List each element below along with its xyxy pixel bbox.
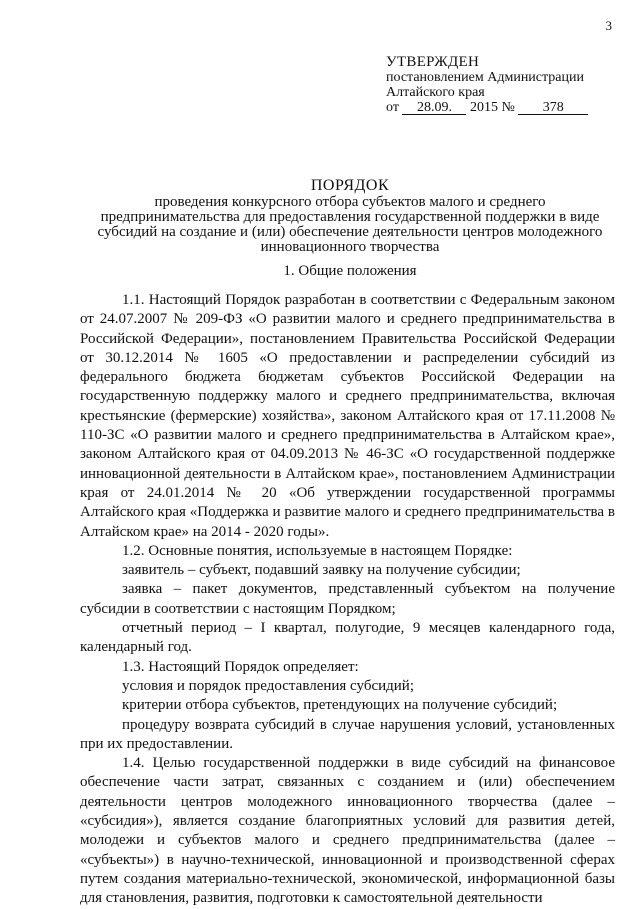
paragraph: 1.4. Целью государственной поддержки в виде субсидий на финансовое обеспечение части затрат, связанных с созданием и (или) обеспечением деятельности центров молодежного инновационного творчества (далее – «субсидия»), является создание благоприятных условий для развития детей, молодежи и субъектов малого и среднего предпринимательства (далее – «субъекты») в научно-технической, инновационной и производственной сферах путем создания материально-технической, экономической, информационной базы для становления, развития, подготовки к самостоятельной деятельности <box>80 755 615 907</box>
approval-date-line <box>386 100 588 115</box>
approval-year: 2015 № <box>469 100 515 115</box>
approval-number: 378 <box>518 101 588 115</box>
paragraph: отчетный период – I квартал, полугодие, 9 месяцев календарного года, календарный год. <box>80 620 615 656</box>
page-number: 3 <box>605 18 612 33</box>
heading-line: субсидий на создание и (или) обеспечение деятельности центров молодежного <box>97 224 603 240</box>
paragraph: процедуру возврата субсидий в случае нарушения условий, установленных при их предоставлении. <box>80 716 615 752</box>
approval-line: постановлением Администрации <box>386 70 584 85</box>
heading-line: инновационного творчества <box>260 239 440 255</box>
approval-line: Алтайского края <box>386 85 485 100</box>
paragraph: заявитель – субъект, подавший заявку на получение субсидии; <box>122 562 521 579</box>
body-text <box>80 291 615 909</box>
paragraph: 1.3. Настоящий Порядок определяет: <box>122 658 359 675</box>
paragraph: 1.1. Настоящий Порядок разработан в соответствии с Федеральным законом от 24.07.2007 № 209-ФЗ «О развитии малого и среднего предпринимательства в Российской Федерации», постановлением Правительства Российской Федерации от 30.12.2014 № 1605 «О предоставлении и распределении субсидий из федерального бюджета бюджетам субъектов Российской Федерации на государственную поддержку малого и среднего предпринимательства, включая крестьянские (фермерские) хозяйства», законом Алтайского края от 17.11.2008 № 110-ЗС «О развитии малого и среднего предпринимательства в Алтайском крае», законом Алтайского края от 04.09.2013 № 46-ЗС «О государственной поддержке инновационной деятельности в Алтайском крае», постановлением Администрации края от 24.01.2014 № 20 «Об утверждении государственной программы Алтайского края «Поддержка и развитие малого и среднего предпринимательства в Алтайском крае» на 2014 - 2020 годы». <box>80 292 615 540</box>
heading-line: проведения конкурсного отбора субъектов малого и среднего <box>154 194 546 210</box>
paragraph: 1.2. Основные понятия, используемые в настоящем Порядке: <box>122 542 513 559</box>
approval-title: УТВЕРЖДЕН <box>386 54 480 70</box>
date-prefix: от <box>386 100 399 115</box>
heading-line: предпринимательства для предоставления государственной поддержки в виде <box>100 209 600 225</box>
paragraph: условия и порядок предоставления субсидий; <box>122 677 414 694</box>
paragraph: заявка – пакет документов, представленный субъектом на получение субсидии в соответствии с настоящим Порядком; <box>80 581 615 617</box>
document-title: ПОРЯДОК <box>310 177 390 194</box>
paragraph: критерии отбора субъектов, претендующих на получение субсидий; <box>122 697 558 714</box>
approval-block <box>386 55 588 115</box>
section-title: 1. Общие положения <box>283 263 417 279</box>
approval-date: 28.09. <box>402 101 466 115</box>
